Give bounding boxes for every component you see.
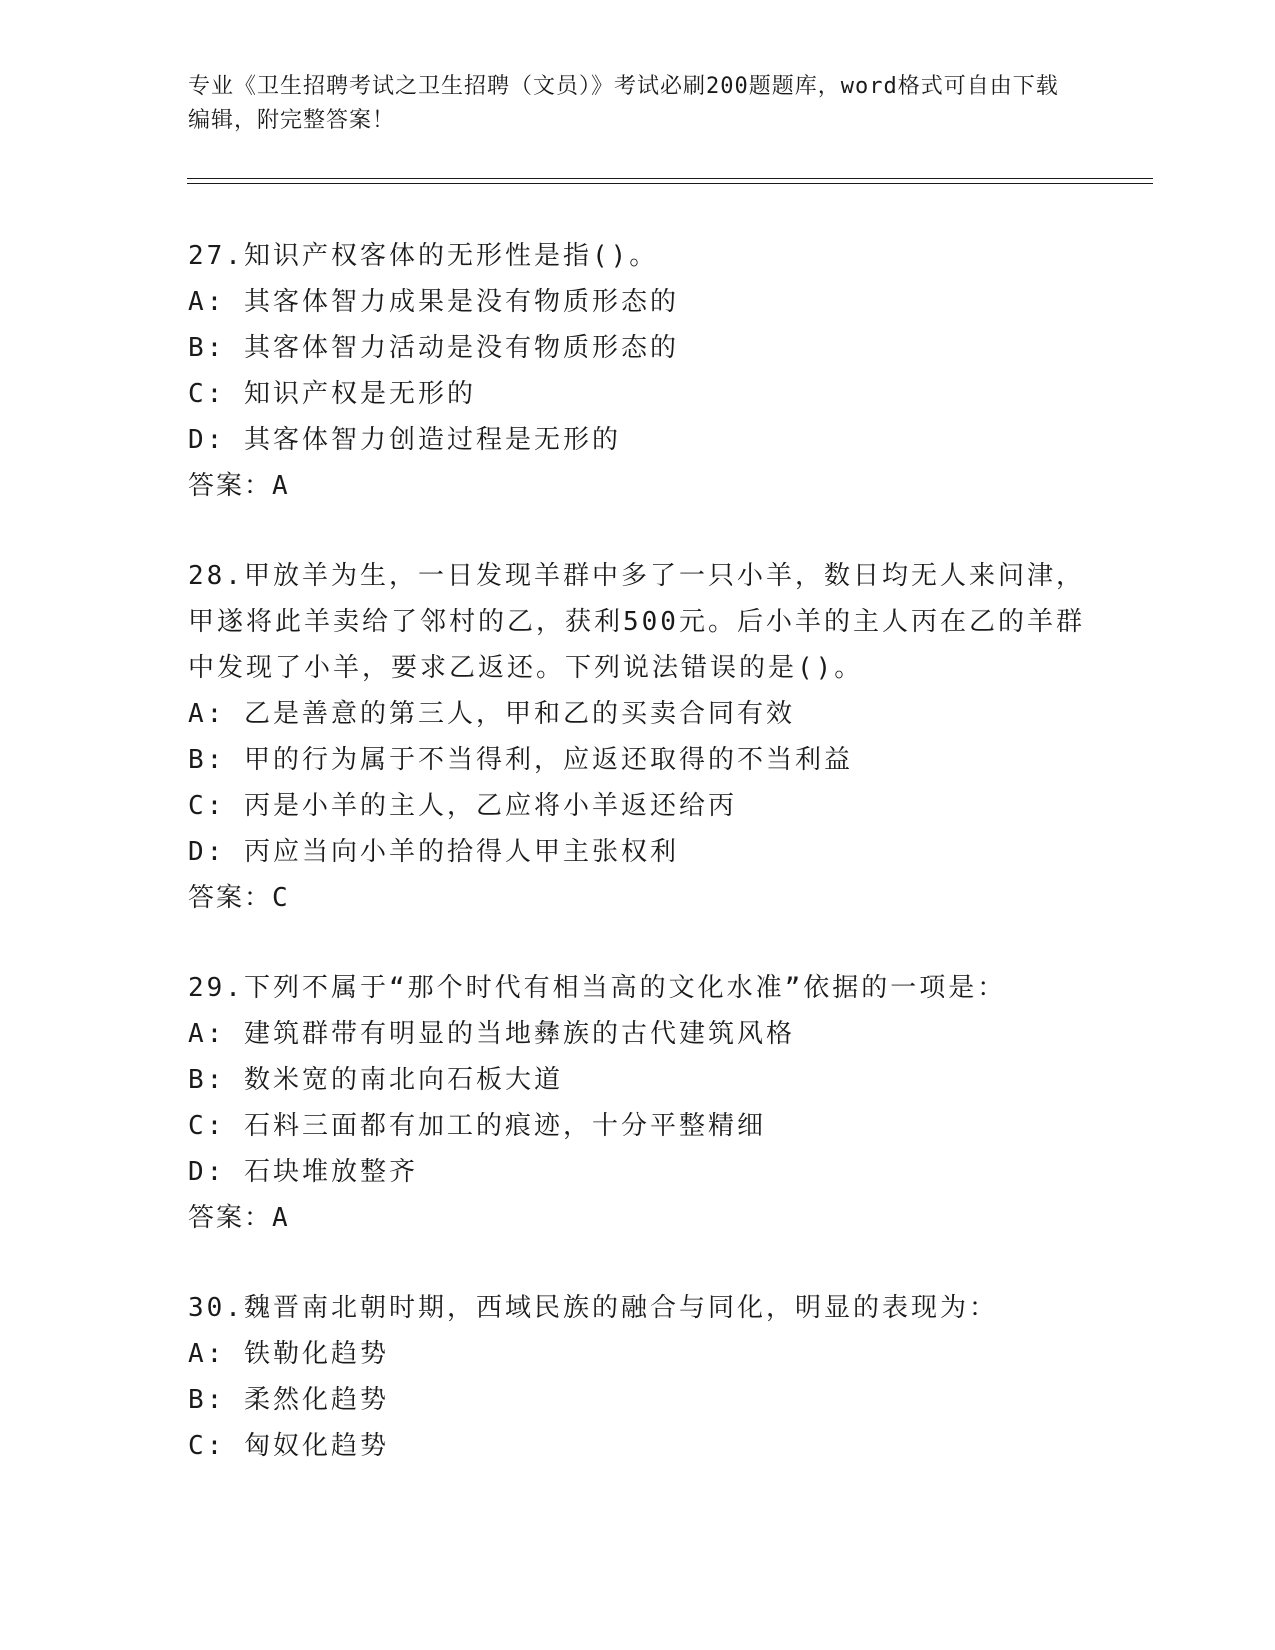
answer-line: 答案：A: [188, 1203, 290, 1233]
question-29: [188, 965, 1108, 1241]
question-stem: 29.下列不属于“那个时代有相当高的文化水准”依据的一项是：: [188, 973, 1007, 1003]
option-a: A: 其客体智力成果是没有物质形态的: [188, 287, 679, 317]
option-b: B: 柔然化趋势: [188, 1385, 389, 1415]
option-d: D: 丙应当向小羊的拾得人甲主张权利: [188, 837, 679, 867]
question-stem: 27.知识产权客体的无形性是指()。: [188, 241, 659, 271]
header-divider-bottom: [187, 183, 1153, 184]
option-d: D: 石块堆放整齐: [188, 1157, 418, 1187]
option-c: C: 丙是小羊的主人，乙应将小羊返还给丙: [188, 791, 737, 821]
option-c: C: 知识产权是无形的: [188, 379, 476, 409]
option-c: C: 石料三面都有加工的痕迹，十分平整精细: [188, 1111, 766, 1141]
header-divider-top: [187, 178, 1153, 179]
answer-line: 答案：A: [188, 471, 290, 501]
question-30: [188, 1285, 1108, 1469]
option-b: B: 数米宽的南北向石板大道: [188, 1065, 563, 1095]
question-28: [188, 553, 1108, 921]
question-list: [188, 233, 1108, 1513]
question-stem: 30.魏晋南北朝时期，西域民族的融合与同化，明显的表现为：: [188, 1293, 998, 1323]
question-stem: 28.甲放羊为生，一日发现羊群中多了一只小羊，数日均无人来问津，甲遂将此羊卖给了邻村的乙，获利500元。后小羊的主人丙在乙的羊群中发现了小羊，要求乙返还。下列说法错误的是()。: [188, 561, 1085, 683]
question-27: [188, 233, 1108, 509]
document-header: 专业《卫生招聘考试之卫生招聘（文员）》考试必刷200题题库，word格式可自由下载编辑，附完整答案！: [188, 74, 1059, 133]
option-d: D: 其客体智力创造过程是无形的: [188, 425, 621, 455]
option-c: C: 匈奴化趋势: [188, 1431, 389, 1461]
option-a: A: 建筑群带有明显的当地彝族的古代建筑风格: [188, 1019, 795, 1049]
option-a: A: 铁勒化趋势: [188, 1339, 389, 1369]
option-a: A: 乙是善意的第三人，甲和乙的买卖合同有效: [188, 699, 795, 729]
answer-line: 答案：C: [188, 883, 290, 913]
option-b: B: 其客体智力活动是没有物质形态的: [188, 333, 679, 363]
option-b: B: 甲的行为属于不当得利，应返还取得的不当利益: [188, 745, 853, 775]
